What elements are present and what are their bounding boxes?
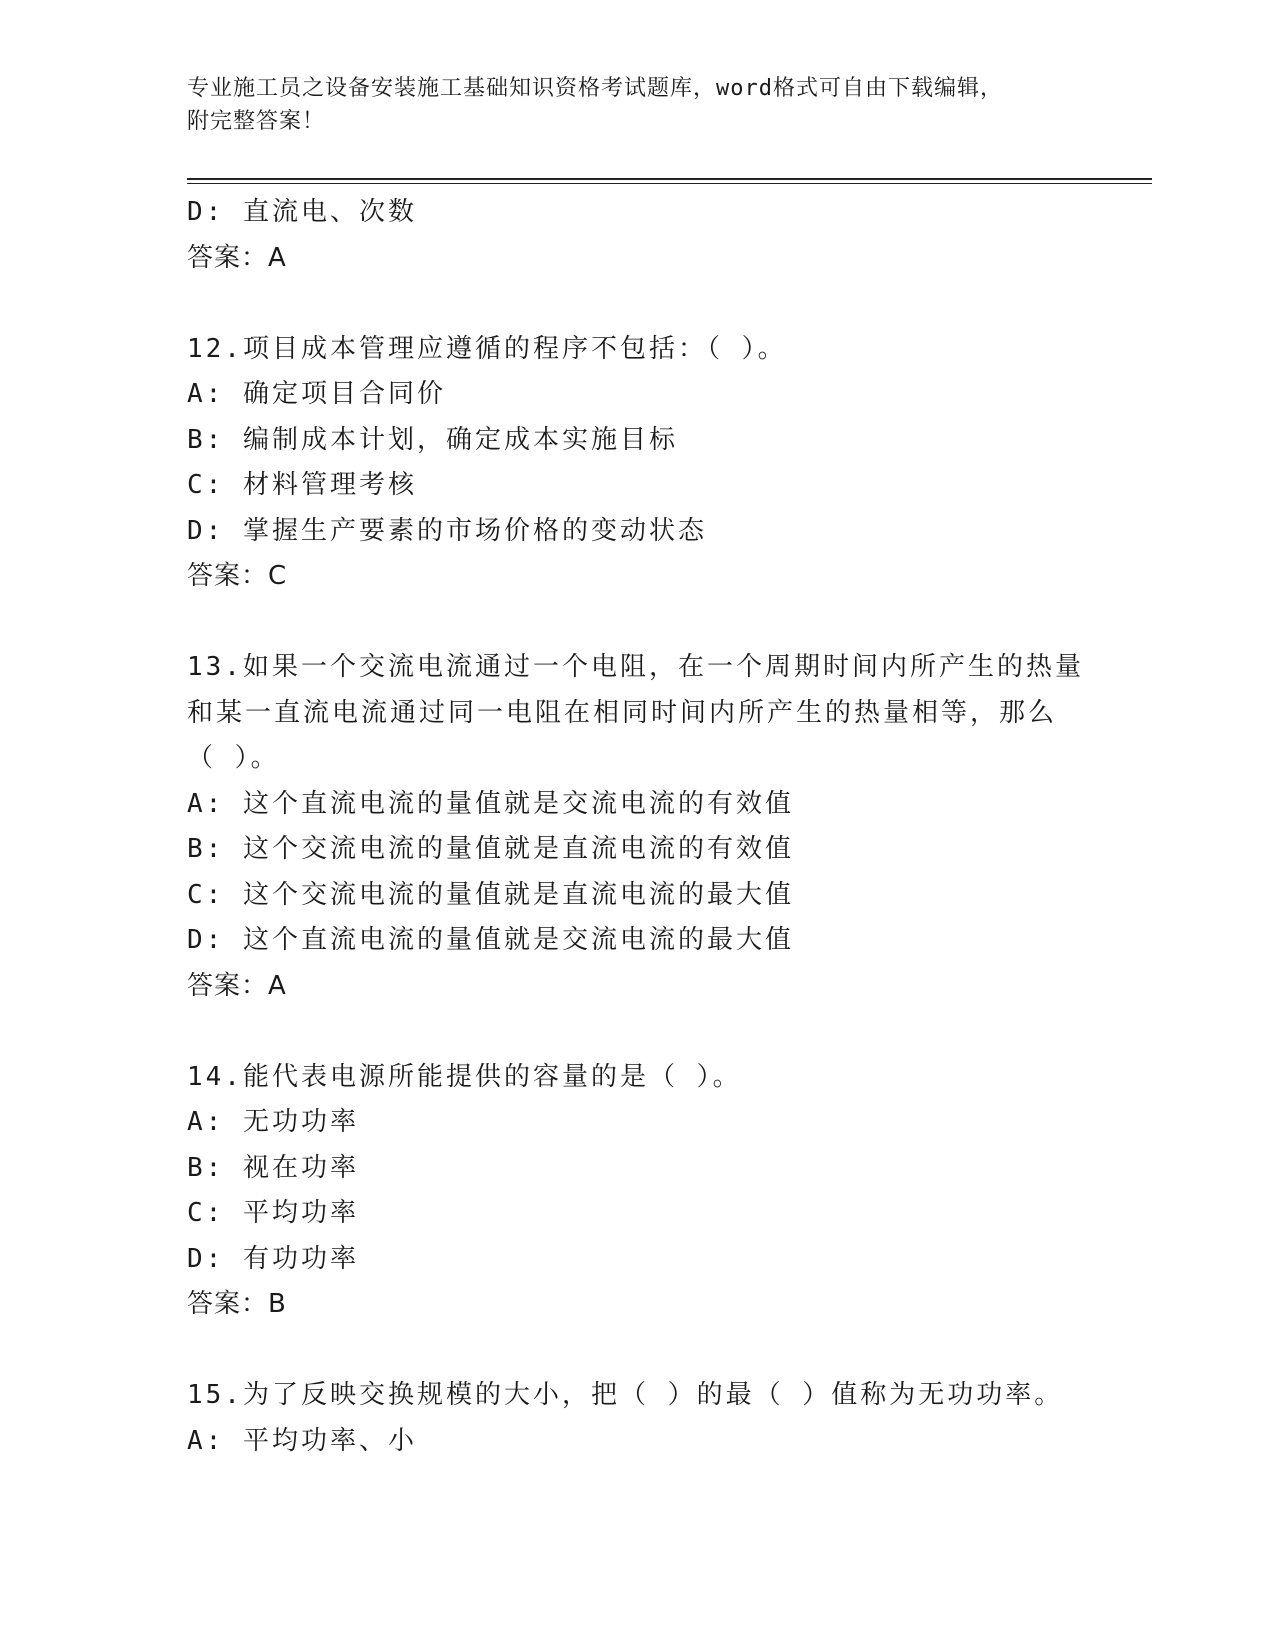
option-d: D: 这个直流电流的量值就是交流电流的最大值	[187, 925, 794, 955]
spacer	[187, 281, 1107, 327]
document-header	[187, 72, 1087, 138]
answer: 答案：B	[187, 1289, 287, 1319]
option-b: B: 这个交流电流的量值就是直流电流的有效值	[187, 834, 794, 864]
option-d: D: 掌握生产要素的市场价格的变动状态	[187, 515, 707, 546]
question-stem: 12.项目成本管理应遵循的程序不包括：（ ）。	[187, 333, 787, 364]
header-line-2: 附完整答案！	[187, 109, 326, 134]
option-d: D: 有功功率	[187, 1243, 359, 1274]
question-stem-line-2: 和某一直流电流通过同一电阻在相同时间内所产生的热量相等，那么	[187, 697, 1058, 728]
question-stem-line-3: （ ）。	[187, 743, 280, 773]
prev-option-d: D: 直流电、次数	[187, 197, 417, 227]
option-b: B: 视在功率	[187, 1152, 359, 1183]
option-c: C: 平均功率	[187, 1198, 359, 1228]
option-a: A: 无功功率	[187, 1107, 359, 1137]
question-stem: 15.为了反映交换规模的大小，把（ ）的最（ ）值称为无功功率。	[187, 1380, 1064, 1410]
question-stem: 14.能代表电源所能提供的容量的是（ ）。	[187, 1061, 742, 1092]
question-13	[187, 645, 1107, 1009]
question-14	[187, 1055, 1107, 1328]
answer: 答案：C	[187, 561, 288, 591]
question-stem-line-1: 13.如果一个交流电流通过一个电阻，在一个周期时间内所产生的热量	[187, 652, 1084, 682]
answer: 答案：A	[187, 970, 287, 1001]
question-content	[187, 190, 1107, 1464]
question-12	[187, 327, 1107, 600]
option-a: A: 确定项目合同价	[187, 379, 446, 409]
option-a: A: 这个直流电流的量值就是交流电流的有效值	[187, 788, 794, 819]
option-c: C: 这个交流电流的量值就是直流电流的最大值	[187, 879, 794, 910]
spacer	[187, 1328, 1107, 1374]
header-line-1: 专业施工员之设备安装施工基础知识资格考试题库，word格式可自由下载编辑，	[187, 76, 1003, 101]
prev-answer: 答案：A	[187, 242, 287, 273]
header-divider-thin	[187, 183, 1152, 184]
header-divider-thick	[187, 178, 1152, 180]
spacer	[187, 1009, 1107, 1055]
spacer	[187, 600, 1107, 646]
option-a: A: 平均功率、小	[187, 1425, 417, 1456]
option-b: B: 编制成本计划，确定成本实施目标	[187, 424, 678, 455]
option-c: C: 材料管理考核	[187, 470, 417, 500]
question-15	[187, 1373, 1107, 1464]
